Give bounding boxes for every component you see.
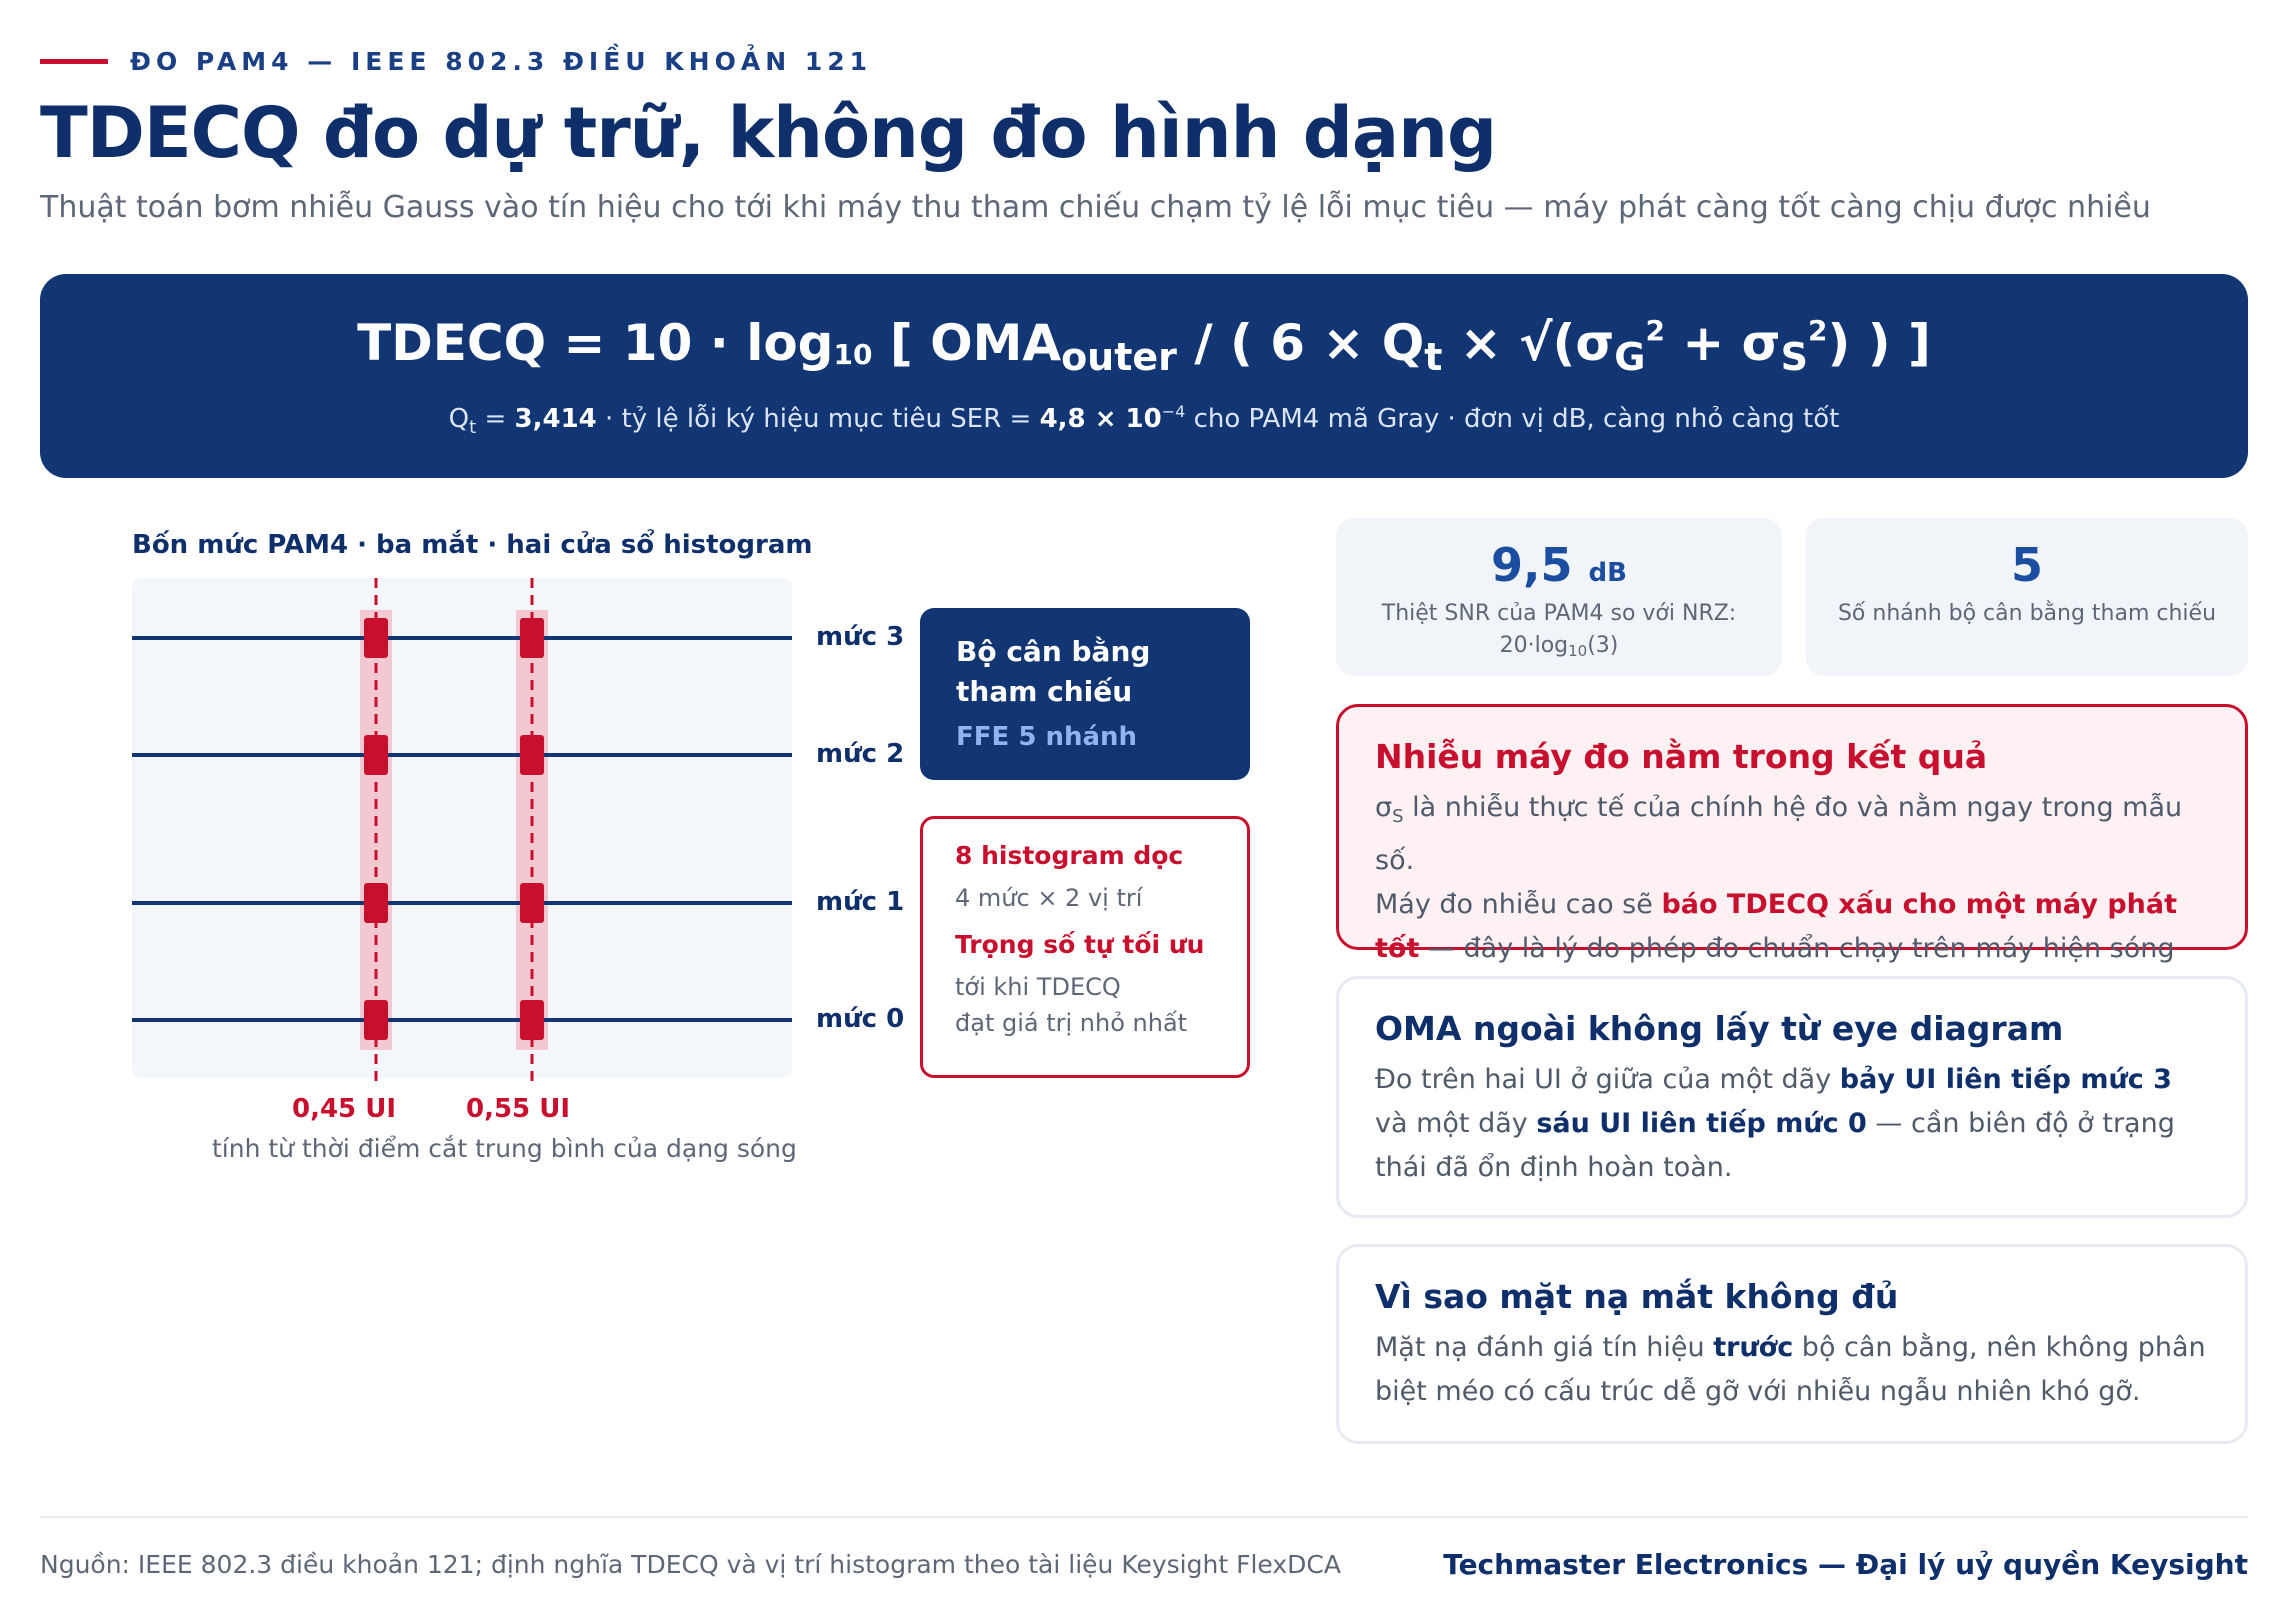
histogram-marker [520, 883, 544, 923]
stat-snr-penalty [1336, 518, 1782, 676]
card-body: Mặt nạ đánh giá tín hiệu trước bộ cân bằng, nên không phân biệt méo có cấu trúc dễ gỡ với nhiễu ngẫu nhiên khó gỡ. [1375, 1332, 2206, 1407]
level-label-2: mức 2 [816, 739, 905, 769]
footer-brand: Techmaster Electronics — Đại lý uỷ quyền Keysight [1443, 1548, 2248, 1581]
level-label-0: mức 0 [816, 1004, 905, 1034]
histogram-marker [520, 618, 544, 658]
equalizer-detail: FFE 5 nhánh [956, 722, 1138, 752]
histogram-heading: 8 histogram dọc [955, 841, 1184, 870]
ui-label-045: 0,45 UI [292, 1094, 396, 1124]
equalizer-title-1: Bộ cân bằng [956, 635, 1151, 668]
ui-label-055: 0,55 UI [466, 1094, 570, 1124]
card-heading: OMA ngoài không lấy từ eye diagram [1375, 1009, 2064, 1048]
window-band-055 [516, 610, 548, 1050]
card-eye-mask [1336, 1244, 2248, 1444]
footer-source: Nguồn: IEEE 802.3 điều khoản 121; định nghĩa TDECQ và vị trí histogram theo tài liệu Keysight FlexDCA [40, 1550, 1341, 1579]
histogram-marker [520, 1000, 544, 1040]
stat-label: Thiệt SNR của PAM4 so với NRZ: $20\cdot\log_{10}(3)$ [1381, 601, 1737, 660]
diagram-title: Bốn mức PAM4 · ba mắt · hai cửa sổ histogram [132, 530, 813, 560]
stat-label: Số nhánh bộ cân bằng tham chiếu [1837, 601, 2217, 626]
level-label-1: mức 1 [816, 887, 905, 917]
page-title: TDECQ đo dự trữ, không đo hình dạng [40, 92, 1497, 174]
histogram-marker [520, 735, 544, 775]
weights-heading: Trọng số tự tối ưu [955, 930, 1205, 959]
card-outer-oma [1336, 976, 2248, 1218]
eyebrow-rule [40, 59, 108, 64]
formula-note: $Q_t = 3,414$ · tỷ lệ lỗi ký hiệu mục tiêu SER = $4,8 \times 10^{-4}$ cho PAM4 mã Gray · đơn vị dB, càng nhỏ càng tốt [448, 402, 1840, 438]
stat-value: 5 [2010, 538, 2043, 592]
reference-equalizer-box [920, 608, 1250, 780]
histogram-text: 4 mức × 2 vị trí [955, 884, 1143, 912]
card-body: $\sigma_S$ là nhiễu thực tế của chính hệ đo và nằm ngay trong mẫu số. Máy đo nhiễu cao sẽ báo TDECQ xấu cho một máy phát tốt — đây là lý do phép đo chuẩn chạy trên máy hiện sóng [1375, 792, 2183, 964]
histogram-marker [364, 1000, 388, 1040]
window-band-045 [360, 610, 392, 1050]
eyebrow-text: ĐO PAM4 — IEEE 802.3 ĐIỀU KHOẢN 121 [130, 46, 873, 76]
stat-value: 9,5 dB [1491, 538, 1627, 592]
diagram-background [132, 578, 792, 1078]
tdecq-formula: TDECQ = 10 · log10 [ $OMA_{outer}$ / ( $6 \times Q_t \times √(\sigma_G^2 + \sigma_S^2)$ ) ] [357, 314, 1931, 379]
card-heading: Vì sao mặt nạ mắt không đủ [1375, 1277, 1899, 1316]
eyebrow [40, 44, 872, 78]
weights-text [955, 969, 1215, 1041]
formula-panel [40, 274, 2248, 478]
histogram-marker [364, 735, 388, 775]
page-subtitle: Thuật toán bơm nhiễu Gauss vào tín hiệu cho tới khi máy thu tham chiếu chạm tỷ lệ lỗi mục tiêu — máy phát càng tốt càng chịu được nhiều [40, 190, 2151, 225]
weights-text-line2: đạt giá trị nhỏ nhất [955, 1009, 1188, 1037]
card-instrument-noise [1336, 704, 2248, 964]
card-heading: Nhiễu máy đo nằm trong kết quả [1375, 737, 1988, 776]
card-body: Đo trên hai UI ở giữa của một dãy bảy UI liên tiếp mức 3 và một dãy sáu UI liên tiếp mức 0 — cần biên độ ở trạng thái đã ổn định hoàn toàn. [1375, 1064, 2175, 1183]
histogram-marker [364, 618, 388, 658]
level-label-3: mức 3 [816, 622, 905, 652]
weights-text-line1: tới khi TDECQ [955, 973, 1121, 1001]
footer-divider [40, 1516, 2248, 1518]
pam4-diagram [132, 574, 912, 1194]
stat-equalizer-taps [1806, 518, 2248, 676]
histogram-box [920, 816, 1250, 1078]
histogram-marker [364, 883, 388, 923]
equalizer-title-2: tham chiếu [956, 675, 1133, 708]
ui-caption: tính từ thời điểm cắt trung bình của dạng sóng [212, 1134, 797, 1163]
